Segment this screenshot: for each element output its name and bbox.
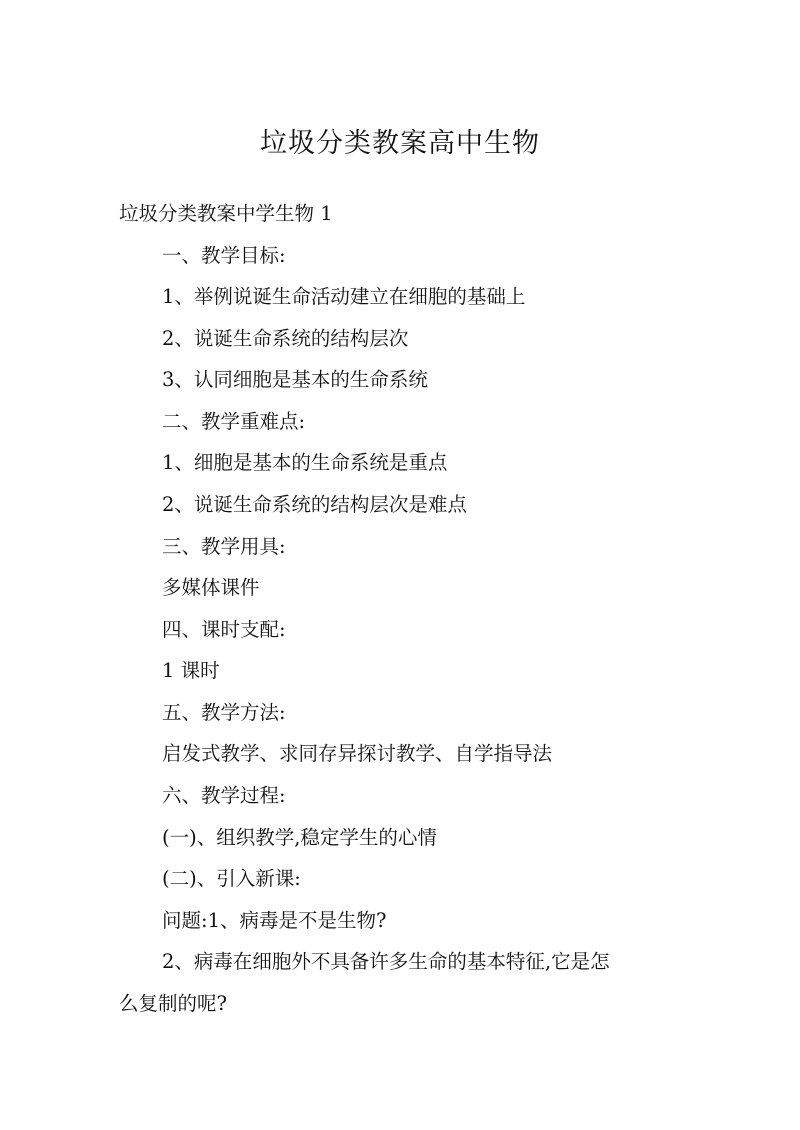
document-title: 垃圾分类教案高中生物 [260, 128, 540, 159]
paragraph-line: 四、课时支配: [162, 618, 286, 641]
section-heading: 垃圾分类教案中学生物 1 [119, 202, 333, 225]
paragraph-line: 1、举例说诞生命活动建立在细胞的基础上 [162, 285, 526, 308]
paragraph-line: 2、说诞生命系统的结构层次是难点 [162, 493, 467, 516]
paragraph-line: 多媒体课件 [162, 576, 260, 599]
paragraph-line: (二)、引入新课: [162, 867, 301, 890]
paragraph-line: 启发式教学、求同存异探讨教学、自学指导法 [162, 742, 553, 765]
paragraph-line: 三、教学用具: [162, 535, 286, 558]
paragraph-line: 2、说诞生命系统的结构层次 [162, 327, 409, 350]
paragraph-line: 六、教学过程: [162, 784, 286, 807]
paragraph-line: 1、细胞是基本的生命系统是重点 [162, 451, 448, 474]
paragraph-line: 二、教学重难点: [162, 410, 306, 433]
paragraph-line: (一)、组织教学,稳定学生的心情 [162, 826, 437, 849]
paragraph-line: 1 课时 [162, 659, 220, 682]
paragraph-line: 五、教学方法: [162, 701, 286, 724]
paragraph-line: 3、认同细胞是基本的生命系统 [162, 368, 428, 391]
paragraph-line: 2、病毒在细胞外不具备许多生命的基本特征,它是怎 [162, 950, 610, 973]
paragraph-line: 问题:1、病毒是不是生物? [162, 909, 387, 932]
paragraph-line: 一、教学目标: [162, 244, 286, 267]
paragraph-line: 么复制的呢? [119, 992, 227, 1015]
